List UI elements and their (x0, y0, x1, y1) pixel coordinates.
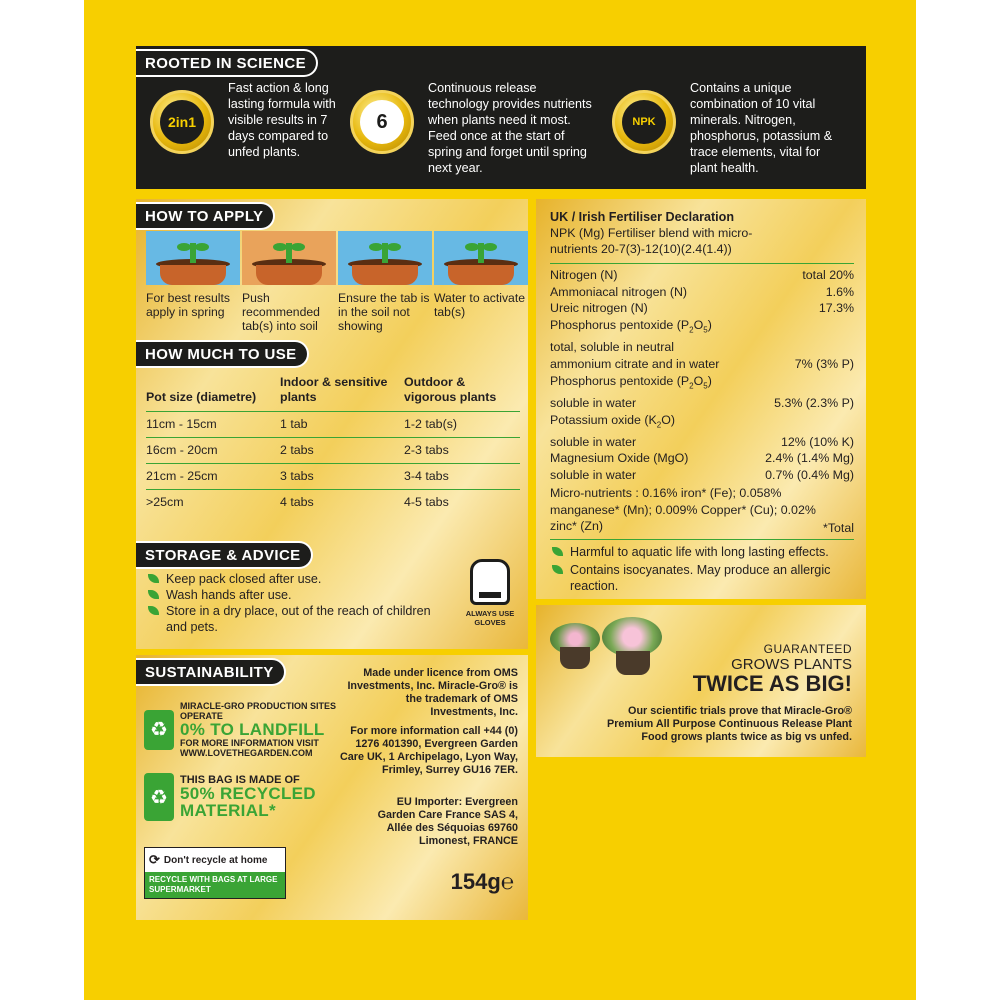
step-caption: Water to activate tab(s) (434, 291, 525, 319)
cell-pot-size: 21cm - 25cm (146, 464, 280, 490)
sustainability-panel (136, 655, 528, 920)
row-label: soluble in water (550, 395, 637, 410)
apply-step-2 (242, 231, 336, 333)
phosphorus-total-row: Phosphorus pentoxide $(P_2O_5)$ (550, 318, 712, 335)
cell-indoor: 1 tab (280, 412, 404, 438)
push-tab-illustration-icon (242, 231, 336, 285)
list-item-text: Wash hands after use. (166, 588, 292, 602)
potassium-row-2 (550, 434, 854, 451)
magnesium-row (550, 450, 854, 467)
feature-six-months (350, 80, 620, 176)
row-label: Ammoniacal nitrogen (N) (550, 284, 688, 299)
cell-pot-size: 16cm - 20cm (146, 438, 280, 464)
recycle-bottom-text: RECYCLE WITH BAGS AT LARGE SUPERMARKET (145, 872, 285, 898)
tab-in-soil-illustration-icon (338, 231, 432, 285)
contact-text: For more information call +44 (0) 1276 401390, Evergreen Garden Care UK, 1 Archipelago, Lyon Way, Frimley, Surrey GU16 7ER. (340, 725, 518, 776)
phosphorus-total-row-3 (550, 356, 854, 373)
guarantee-line-1: GUARANTEED (763, 642, 852, 656)
how-to-apply-header: HOW TO APPLY (136, 202, 275, 230)
ureic-row (550, 300, 854, 317)
phosphorus-total-row-2 (550, 339, 854, 356)
guarantee-line-2: GROWS PLANTS (731, 656, 852, 673)
gloves-label: ALWAYS USE GLOVES (465, 609, 515, 627)
leaf-bullet-icon (148, 606, 159, 615)
warning-list (550, 544, 854, 594)
seal-badge-text: 2in1 (160, 100, 204, 144)
recycle-top-text: Don't recycle at home (163, 854, 268, 866)
glove-icon (470, 559, 510, 605)
feature-fast-acting (150, 80, 370, 160)
col-indoor: Indoor & sensitive plants (280, 375, 388, 404)
col-outdoor: Outdoor & vigorous plants (404, 375, 497, 404)
cell-indoor: 3 tabs (280, 464, 404, 490)
landfill-url: WWW.LOVETHEGARDEN.COM (180, 748, 313, 758)
table-row (146, 464, 520, 490)
row-label: soluble in water (550, 468, 637, 483)
list-item (550, 562, 854, 594)
cell-outdoor: 2-3 tabs (404, 438, 520, 464)
table-row (146, 438, 520, 464)
declaration-title: UK / Irish Fertiliser Declaration (550, 210, 735, 224)
ammoniacal-row (550, 284, 854, 301)
row-label: Phosphorus pentoxide (P (550, 318, 690, 333)
ten-vital-minerals-seal-icon (612, 90, 676, 154)
science-band (136, 46, 866, 189)
leaf-bullet-icon (148, 590, 159, 599)
apply-step-1 (146, 231, 240, 319)
row-value: 7% (3% P) (794, 356, 854, 371)
instructions-panel (136, 199, 528, 649)
feature-text: Continuous release technology provides nutrients when plants need it most. Feed once at the start of spring and forget until spring next year. (428, 81, 592, 175)
cell-indoor: 2 tabs (280, 438, 404, 464)
cell-pot-size: 11cm - 15cm (146, 412, 280, 438)
bag-big-text-2: MATERIAL* (180, 801, 276, 820)
row-label: Ureic nitrogen (N) (550, 301, 648, 316)
declaration-subtitle: NPK (Mg) Fertiliser blend with micro-nutrients 20-7(3)-12(10)(2.4(1.4)) (550, 226, 753, 256)
row-label: Magnesium Oxide (MgO) (550, 451, 689, 466)
cell-outdoor: 3-4 tabs (404, 464, 520, 490)
six-months-feed-seal-icon (350, 90, 414, 154)
storage-header: STORAGE & ADVICE (136, 541, 313, 569)
watering-can-illustration-icon (434, 231, 528, 285)
recycled-bag-block (144, 773, 374, 821)
recycling-bin-icon: ♻ (144, 710, 174, 750)
row-value: 12% (10% K) (780, 434, 854, 449)
guarantee-headline (693, 643, 852, 695)
list-item (146, 587, 446, 603)
guarantee-body: Our scientific trials prove that Miracle-Gro® Premium All Purpose Continuous Release Plant Food grows plants twice as big vs unfed. (607, 705, 852, 743)
row-value: total 20% (802, 268, 854, 282)
row-value: 17.3% (818, 301, 854, 316)
no-recycle-arrow-icon: ⟳ (149, 852, 160, 867)
leaf-bullet-icon (552, 547, 563, 556)
potassium-row: Potassium oxide $(K_2O)$ (550, 412, 675, 430)
apply-step-3 (338, 231, 432, 333)
storage-list (146, 571, 446, 635)
col-pot-size: Pot size (diametre) (146, 390, 257, 404)
row-label: Nitrogen (N) (550, 268, 618, 282)
landfill-big-text: 0% TO LANDFILL (180, 720, 325, 739)
row-label: Phosphorus pentoxide (P (550, 373, 690, 388)
recycled-bag-icon: ♻ (144, 773, 174, 821)
guarantee-line-3: TWICE AS BIG! (692, 671, 852, 696)
recycle-label (144, 847, 286, 899)
micro-nutrients-text: Micro-nutrients : 0.16% iron* (Fe); 0.058% manganese* (Mn); 0.009% Copper* (Cu); 0.02% zinc* (Zn) (550, 485, 816, 534)
product-pack-back (84, 0, 916, 1000)
magnesium-row-2 (550, 467, 854, 484)
seal-badge-text: 6 (360, 100, 404, 144)
apply-step-4 (434, 231, 528, 319)
science-header: ROOTED IN SCIENCE (136, 49, 318, 77)
net-weight: 154g℮ (450, 869, 514, 894)
cell-pot-size: >25cm (146, 490, 280, 516)
row-value: 5.3% (2.3% P) (774, 395, 854, 410)
table-row (146, 490, 520, 516)
licence-text: Made under licence from OMS Investments, Inc. Miracle-Gro® is the trademark of OMS Investments, Inc. (347, 667, 518, 718)
spring-pot-illustration-icon (146, 231, 240, 285)
bag-big-text-1: 50% RECYCLED (180, 784, 316, 803)
leaf-bullet-icon (552, 565, 563, 574)
list-item-text: Contains isocyanates. May produce an allergic reaction. (570, 562, 831, 593)
recycle-label-top (145, 848, 285, 872)
row-value: 1.6% (825, 284, 854, 299)
seal-badge-text: NPK (622, 100, 666, 144)
gloves-warning (462, 559, 518, 627)
list-item-text: Store in a dry place, out of the reach of children and pets. (166, 604, 431, 634)
phosphorus-water-row-2 (550, 395, 854, 412)
cell-outdoor: 1-2 tab(s) (404, 412, 520, 438)
list-item (146, 603, 446, 635)
sustainability-header: SUSTAINABILITY (136, 658, 286, 686)
list-item-text: Keep pack closed after use. (166, 572, 322, 586)
bag-small-text: THIS BAG IS MADE OF (180, 774, 300, 786)
feature-ten-minerals (612, 80, 862, 176)
list-item-text: Harmful to aquatic life with long lasting effects. (570, 544, 829, 559)
row-label: total, soluble in neutral (550, 340, 674, 355)
row-value: 0.7% (0.4% Mg) (765, 468, 854, 483)
flowering-plants-image (544, 617, 664, 677)
row-label: soluble in water (550, 434, 637, 449)
feature-text: Fast action & long lasting formula with visible results in 7 days compared to unfed plants. (228, 81, 336, 159)
total-note: *Total (823, 520, 854, 535)
list-item (550, 544, 854, 560)
cell-indoor: 4 tabs (280, 490, 404, 516)
leaf-bullet-icon (148, 574, 159, 583)
fast-acting-2in1-seal-icon (150, 90, 214, 154)
list-item (146, 571, 446, 587)
row-label: ammonium citrate and in water (550, 356, 720, 371)
table-row (146, 412, 520, 438)
fertiliser-declaration-panel (536, 199, 866, 599)
cell-outdoor: 4-5 tabs (404, 490, 520, 516)
step-caption: Ensure the tab is in the soil not showing (338, 291, 430, 333)
table-header-row (146, 375, 520, 412)
landfill-more-text: FOR MORE INFORMATION VISIT (180, 738, 319, 748)
dosage-table (146, 375, 520, 515)
step-caption: For best results apply in spring (146, 291, 230, 319)
phosphorus-water-row: Phosphorus pentoxide $(P_2O_5)$ (550, 373, 712, 391)
row-value: 2.4% (1.4% Mg) (765, 451, 854, 466)
guarantee-panel (536, 605, 866, 757)
importer-text: EU Importer: Evergreen Garden Care France SAS 4, Allée des Séquoias 69760 Limonest, FRANCE (377, 796, 518, 847)
row-label: Potassium oxide (K (550, 412, 657, 427)
feature-text: Contains a unique combination of 10 vital minerals. Nitrogen, phosphorus, potassium & trace elements, vital for plant health. (690, 81, 833, 175)
how-much-header: HOW MUCH TO USE (136, 340, 309, 368)
landfill-small-text: MIRACLE-GRO PRODUCTION SITES OPERATE (180, 701, 337, 721)
nitrogen-row (550, 267, 854, 284)
step-caption: Push recommended tab(s) into soil (242, 291, 320, 333)
